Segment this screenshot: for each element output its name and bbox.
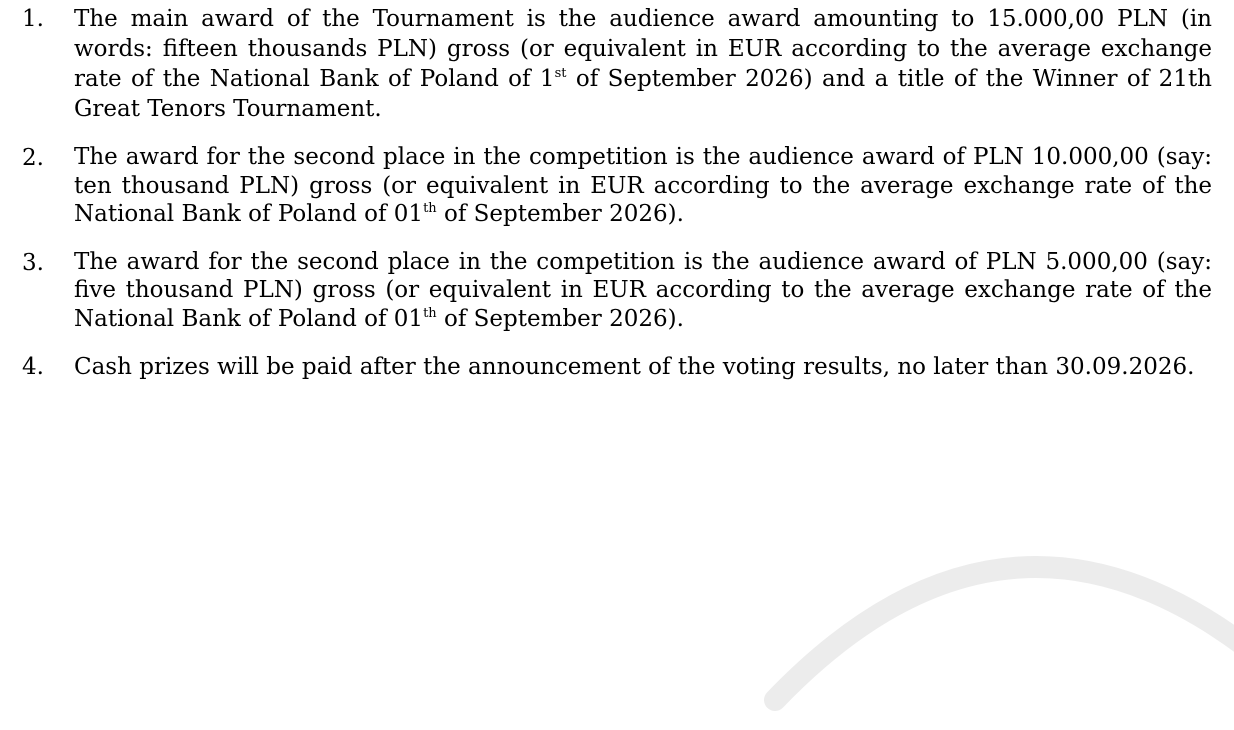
item-text: The award for the second place in the competition is the audience award of PLN 5.000,00 (say: five thousand PLN) gross (or equivalent in EUR according to the average exchange rate of the National Bank of Poland of 01th of September 2026). (74, 248, 1212, 332)
list-item (22, 352, 1212, 382)
ordinal-suffix: th (423, 201, 437, 216)
item-text: The main award of the Tournament is the audience award amounting to 15.000,00 PLN (in words: fifteen thousands PLN) gross (or equivalent in EUR according to the average exchange rate of the National Bank of Poland of 1st of September 2026) and a title of the Winner of 21th Great Tenors Tournament. (74, 6, 1212, 122)
item-text: The award for the second place in the competition is the audience award of PLN 10.000,00 (say: ten thousand PLN) gross (or equivalent in EUR according to the average exchange rate of the National Bank of Poland of 01th of September 2026). (74, 144, 1212, 227)
list-item (22, 248, 1212, 334)
item-text: Cash prizes will be paid after the announcement of the voting results, no later than 30.09.2026. (74, 354, 1195, 380)
item-number: 2. (22, 145, 44, 171)
watermark-arc (735, 470, 1234, 730)
item-number: 1. (22, 6, 44, 32)
ordinal-suffix: th (423, 305, 437, 321)
item-number: 4. (22, 354, 44, 380)
item-number: 3. (22, 249, 44, 276)
list-item (22, 143, 1212, 229)
ordinal-suffix: st (554, 66, 567, 81)
prize-rules-document (22, 4, 1212, 382)
list-item (22, 4, 1212, 124)
